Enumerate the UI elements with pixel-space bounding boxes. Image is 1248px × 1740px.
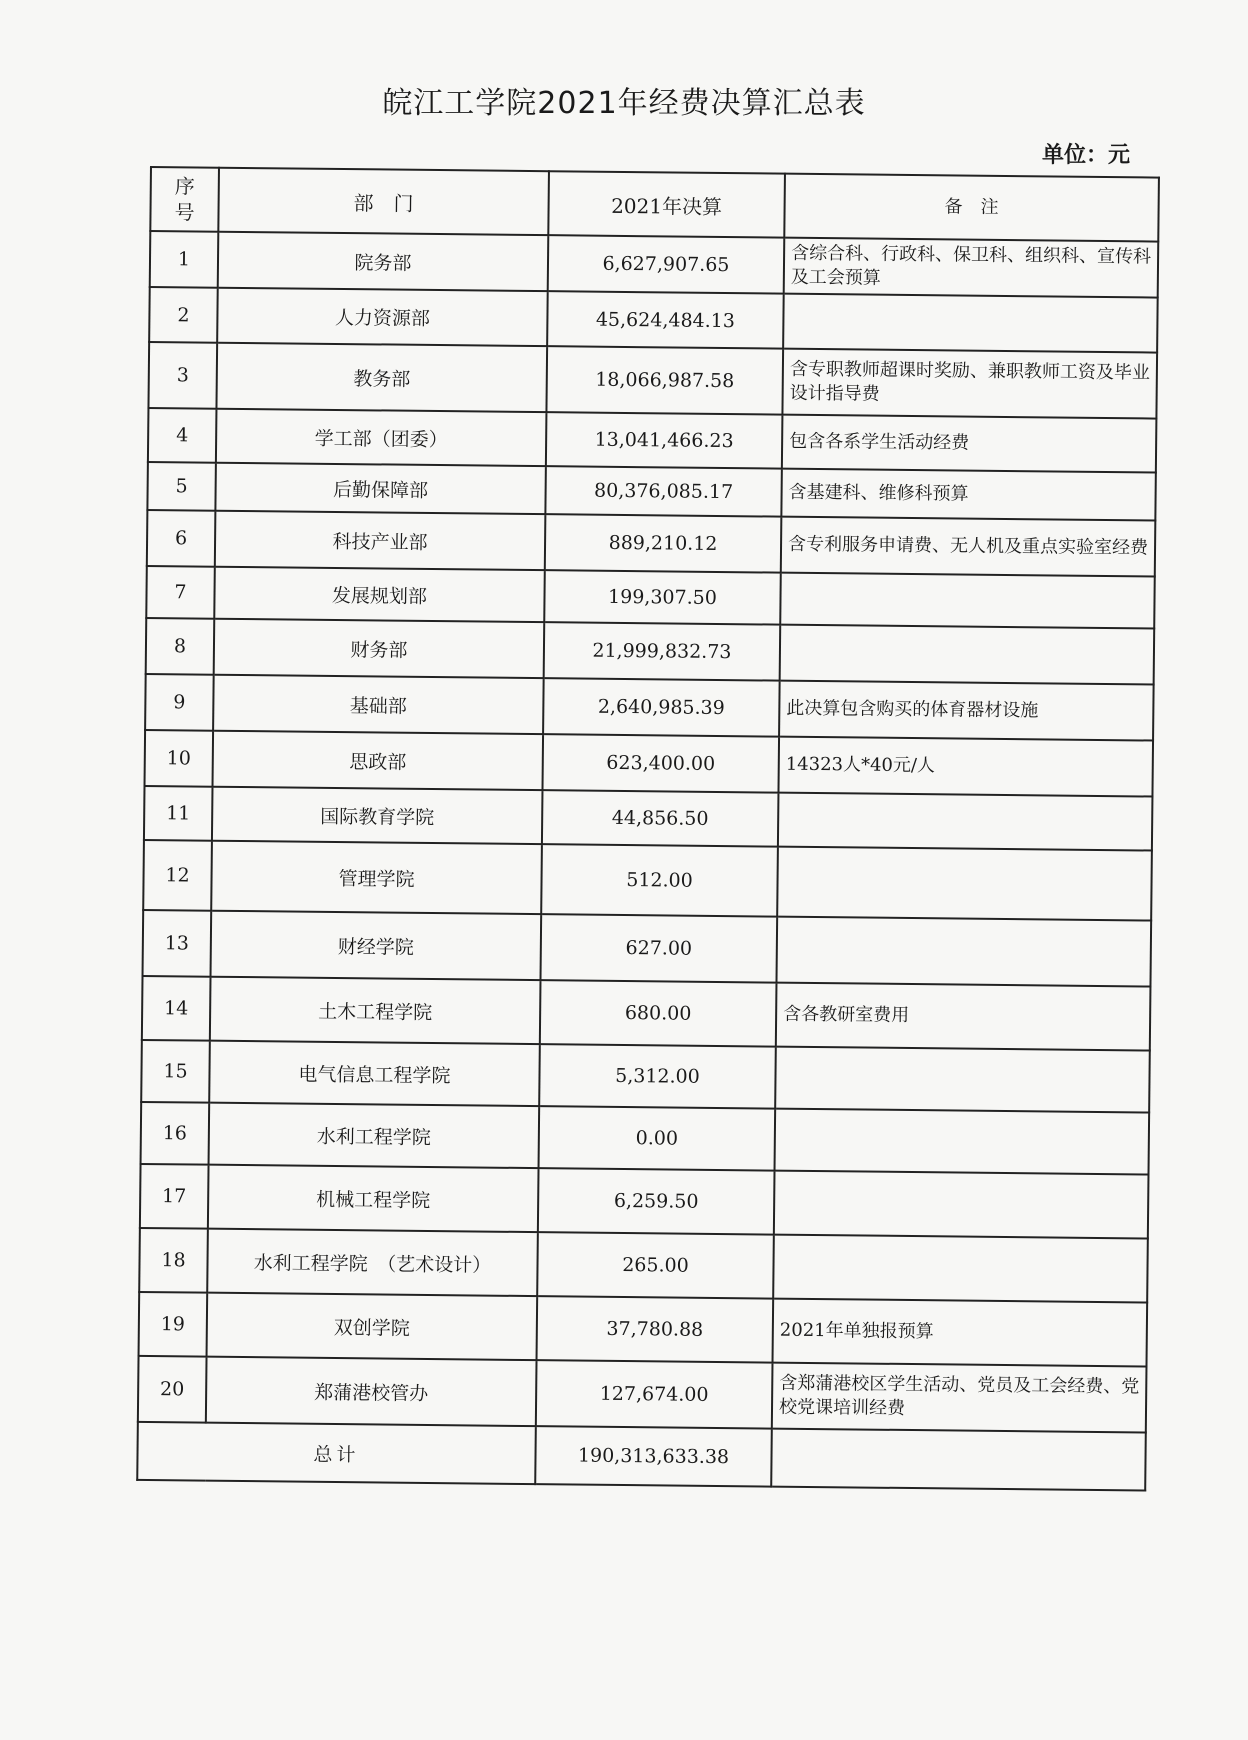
table-row: [139, 1292, 1148, 1367]
row-note: [775, 1047, 1150, 1113]
row-department: 财务部: [214, 619, 545, 678]
row-note: 含各教研室费用: [776, 983, 1151, 1051]
row-index: 8: [146, 618, 215, 675]
row-amount: 44,856.50: [542, 790, 779, 846]
row-index: 3: [148, 342, 217, 409]
row-index: 9: [145, 674, 214, 731]
row-index: 17: [140, 1164, 209, 1229]
row-amount: 21,999,832.73: [544, 622, 781, 680]
row-amount: 512.00: [541, 844, 778, 916]
row-note: 含专利服务申请费、无人机及重点实验室经费: [781, 517, 1156, 577]
row-amount: 18,066,987.58: [546, 346, 783, 414]
header-amount: 2021年决算: [548, 171, 785, 237]
table-header-row: [150, 167, 1159, 242]
row-department: 郑蒲港校管办: [206, 1357, 537, 1426]
row-index: 16: [141, 1102, 210, 1165]
row-index: 5: [147, 462, 215, 511]
row-department: 管理学院: [211, 841, 542, 914]
document-title: 皖江工学院2021年经费决算汇总表: [382, 86, 866, 121]
table-total-row: [137, 1422, 1146, 1491]
row-amount: 45,624,484.13: [547, 291, 784, 348]
row-department: 财经学院: [211, 911, 542, 980]
row-amount: 5,312.00: [539, 1044, 776, 1108]
table-row: [145, 674, 1154, 741]
table-row: [141, 1102, 1150, 1175]
row-index: 4: [148, 408, 217, 463]
budget-table: [136, 166, 1160, 1492]
row-amount: 680.00: [540, 980, 777, 1046]
row-department: 水利工程学院 （艺术设计）: [207, 1229, 538, 1296]
row-note: 2021年单独报预算: [773, 1299, 1148, 1367]
row-note: [778, 793, 1153, 851]
row-index: 11: [144, 786, 213, 841]
row-department: 电气信息工程学院: [209, 1041, 540, 1106]
table-row: [141, 1040, 1150, 1113]
row-amount: 889,210.12: [545, 514, 782, 572]
row-note: 14323人*40元/人: [778, 737, 1153, 797]
table-row: [143, 910, 1152, 987]
row-note: [780, 625, 1155, 685]
row-amount: 6,259.50: [538, 1168, 775, 1234]
row-department: 机械工程学院: [208, 1165, 539, 1232]
row-amount: 6,627,907.65: [548, 235, 785, 293]
row-note: [773, 1235, 1148, 1303]
header-note: 备 注: [784, 174, 1159, 242]
row-index: 18: [139, 1228, 208, 1293]
row-department: 思政部: [213, 731, 544, 790]
table-row: [145, 730, 1154, 797]
table-row: [139, 1228, 1148, 1303]
table-row: [138, 1356, 1147, 1433]
row-note: 含基建科、维修科预算: [781, 469, 1155, 521]
table-row: [147, 510, 1156, 577]
row-note: [775, 1109, 1150, 1175]
row-department: 水利工程学院: [209, 1103, 540, 1168]
row-note: [776, 917, 1151, 987]
row-department: 人力资源部: [217, 288, 548, 346]
total-note: [771, 1429, 1146, 1491]
row-index: 7: [146, 566, 215, 619]
row-amount: 623,400.00: [542, 734, 779, 792]
row-amount: 37,780.88: [537, 1296, 774, 1362]
row-note: 含专职教师超课时奖励、兼职教师工资及毕业设计指导费: [782, 349, 1157, 419]
row-department: 后勤保障部: [215, 463, 545, 514]
table-row: [142, 976, 1151, 1051]
row-index: 15: [141, 1040, 210, 1103]
table-row: [140, 1164, 1149, 1239]
row-index: 12: [143, 840, 212, 911]
row-department: 基础部: [213, 675, 544, 734]
row-index: 10: [145, 730, 214, 787]
row-amount: 0.00: [539, 1106, 776, 1170]
row-note: [774, 1171, 1149, 1239]
row-department: 教务部: [216, 343, 547, 412]
table-row: [150, 231, 1159, 298]
row-note: [780, 573, 1155, 629]
header-index: [150, 167, 219, 232]
row-amount: 13,041,466.23: [546, 412, 783, 468]
total-amount: 190,313,633.38: [535, 1426, 772, 1486]
row-amount: 127,674.00: [536, 1360, 773, 1428]
table-row: [146, 618, 1155, 685]
unit-label: 单位：元: [1041, 143, 1130, 168]
table-row: [143, 840, 1152, 921]
row-department: 院务部: [218, 232, 549, 291]
row-index: 6: [147, 510, 216, 567]
row-note: [777, 847, 1152, 921]
row-department: 双创学院: [207, 1293, 538, 1360]
row-index: 1: [150, 231, 219, 288]
table-body: [137, 231, 1158, 1490]
table-row: [148, 342, 1157, 419]
row-index: 13: [143, 910, 212, 977]
row-note: [783, 294, 1158, 353]
header-index-line2: 号: [174, 200, 195, 225]
header-department: 部 门: [218, 168, 549, 235]
row-amount: 265.00: [537, 1232, 774, 1298]
row-index: 19: [139, 1292, 208, 1357]
row-amount: 80,376,085.17: [545, 466, 781, 516]
row-amount: 199,307.50: [544, 570, 781, 624]
header-index-line1: 序: [174, 174, 195, 199]
row-index: 14: [142, 976, 211, 1041]
row-department: 科技产业部: [215, 511, 546, 570]
row-department: 发展规划部: [214, 567, 545, 622]
row-index: 2: [149, 287, 218, 343]
row-amount: 627.00: [540, 914, 777, 982]
row-note: 包含各系学生活动经费: [782, 415, 1157, 473]
row-department: 学工部（团委）: [216, 409, 547, 466]
total-label: 总计: [137, 1422, 536, 1484]
row-index: 20: [138, 1356, 207, 1423]
row-note: 含郑蒲港校区学生活动、党员及工会经费、党校党课培训经费: [772, 1363, 1147, 1433]
row-note: 此决算包含购买的体育器材设施: [779, 681, 1154, 741]
row-department: 国际教育学院: [212, 787, 543, 844]
row-amount: 2,640,985.39: [543, 678, 780, 736]
row-note: 含综合科、行政科、保卫科、组织科、宣传科及工会预算: [784, 238, 1159, 298]
row-department: 土木工程学院: [210, 977, 541, 1044]
